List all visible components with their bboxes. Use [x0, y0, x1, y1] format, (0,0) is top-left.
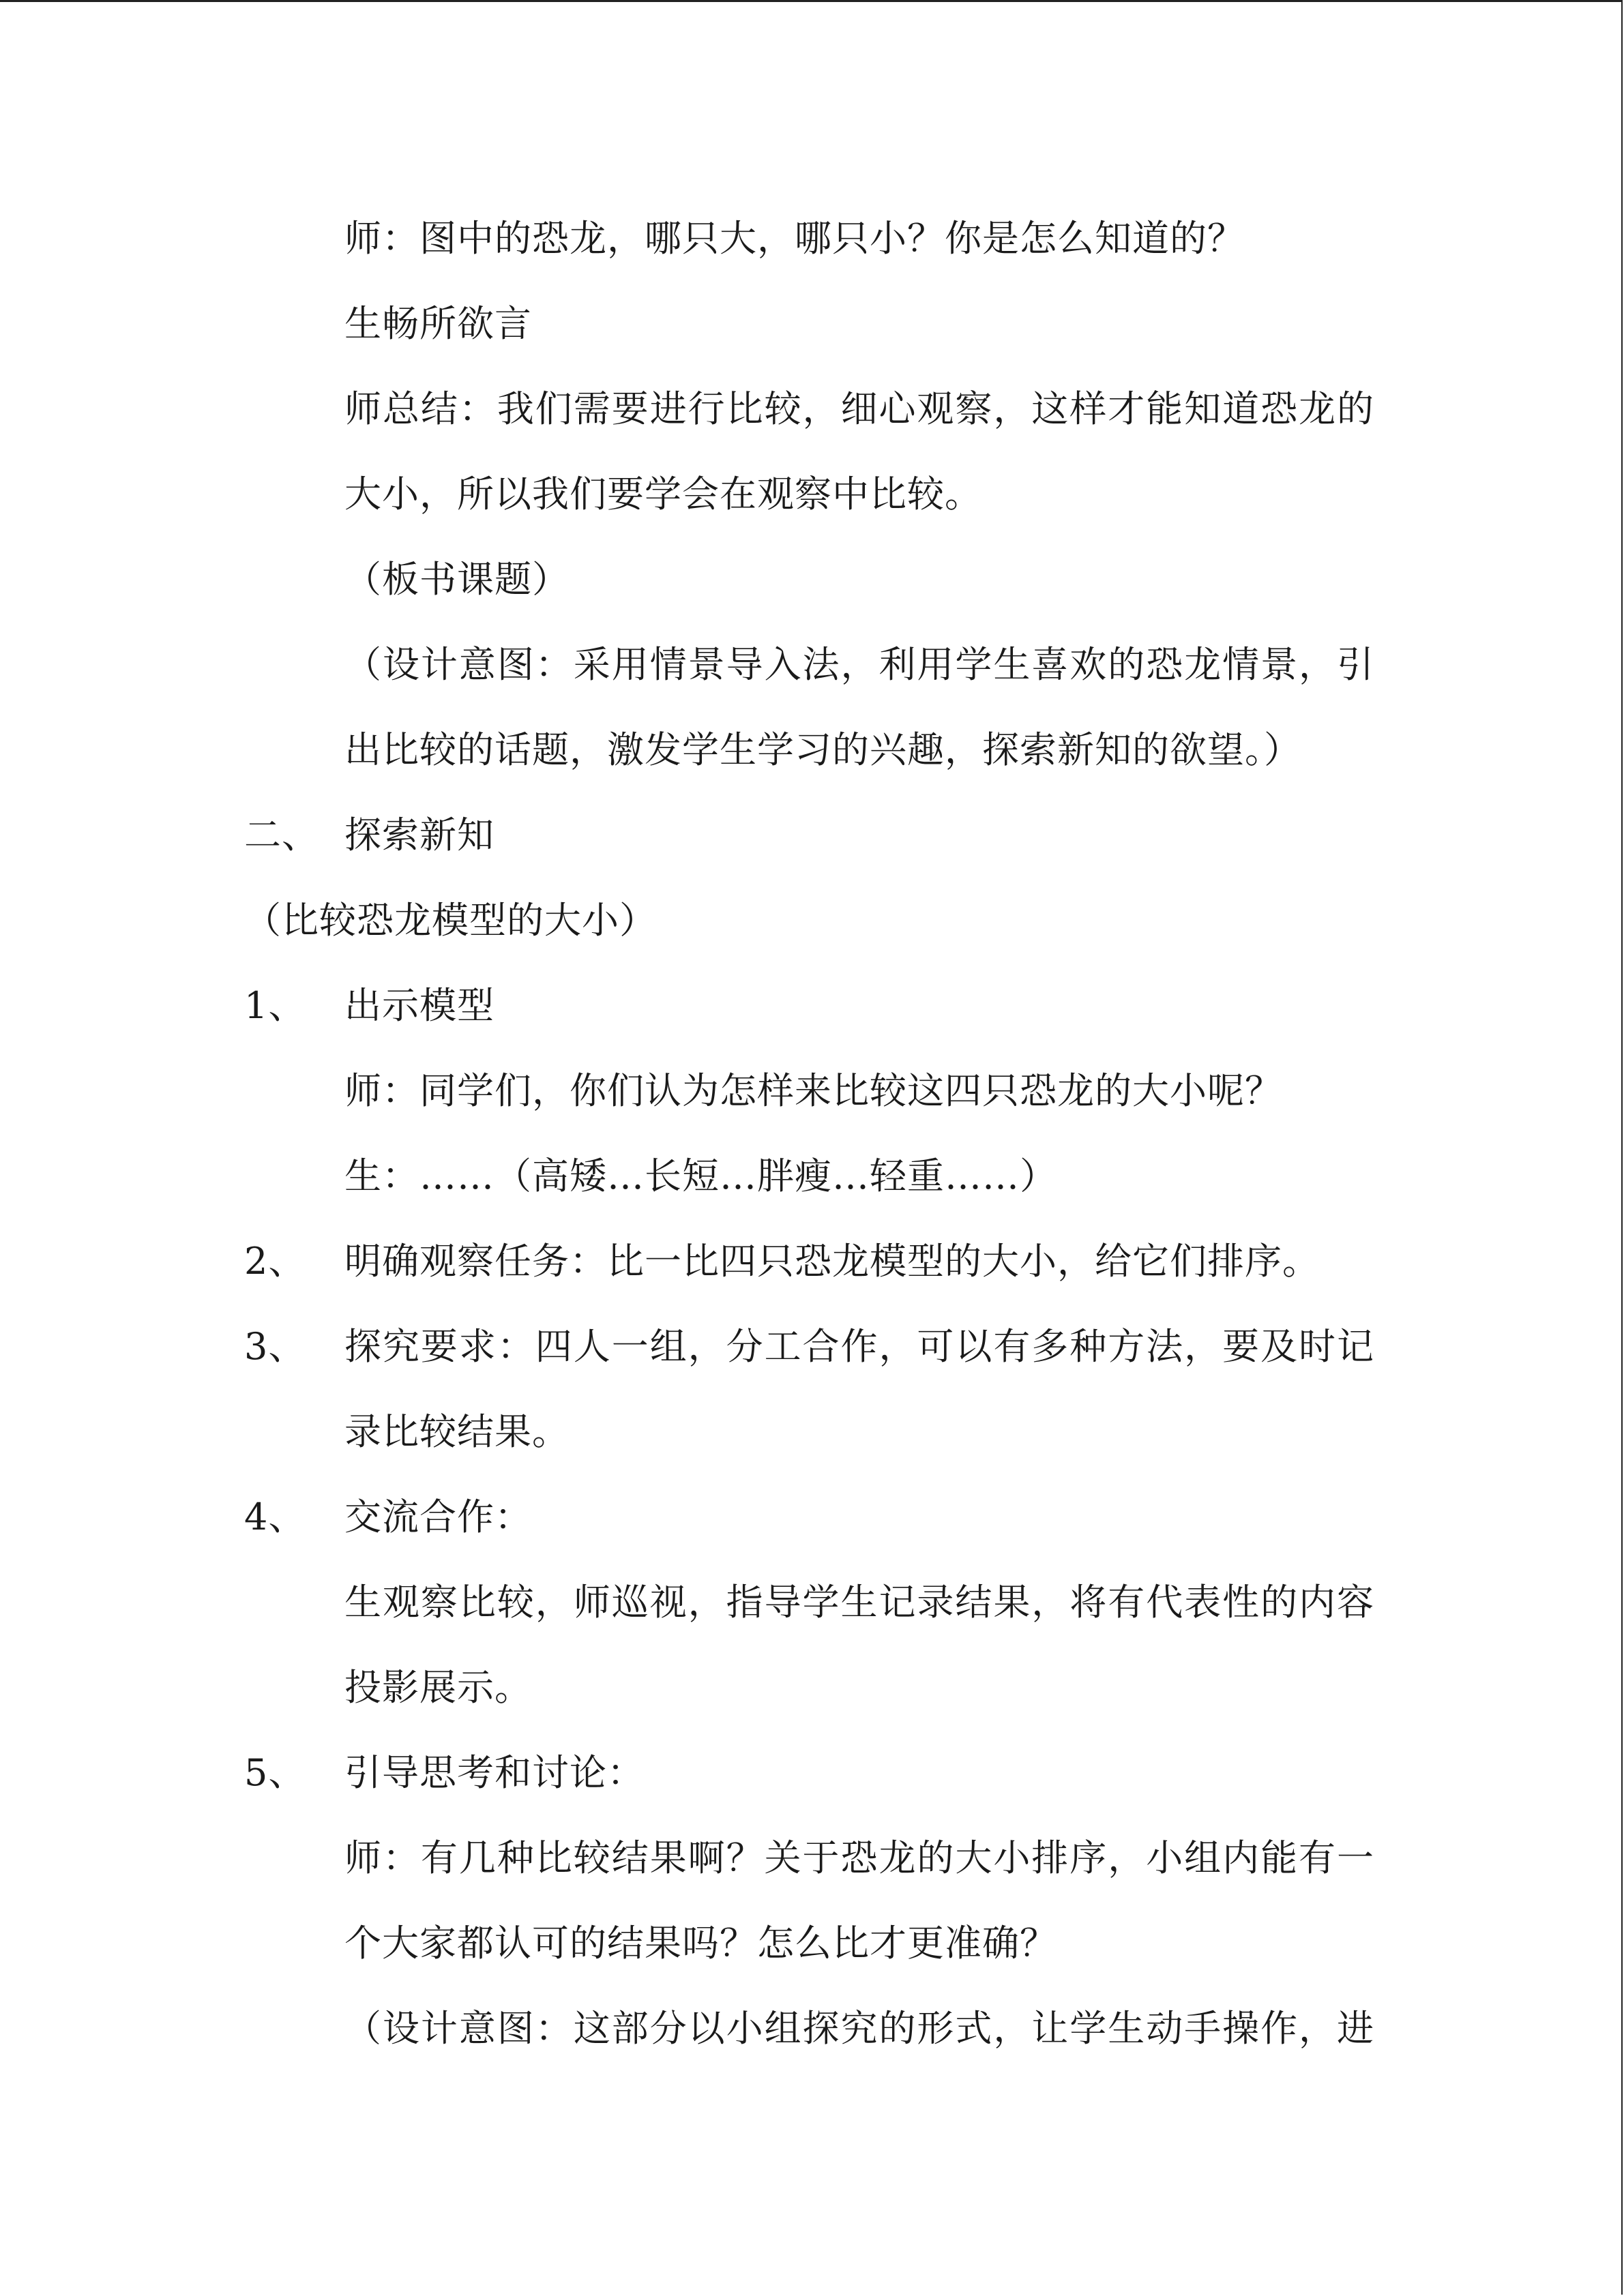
subsection-title: （比较恐龙模型的大小） [244, 899, 657, 942]
teacher-question: 师：图中的恐龙，哪只大，哪只小？你是怎么知道的？ [344, 217, 1245, 260]
design-intent-line-1: （设计意图：采用情景导入法，利用学生喜欢的恐龙情景，引 [344, 643, 1374, 686]
teacher-summary-line-2: 大小，所以我们要学会在观察中比较。 [344, 473, 982, 516]
item-1-title: 出示模型 [344, 984, 494, 1027]
item-4-title: 交流合作： [344, 1495, 532, 1538]
item-5-marker: 5、 [244, 1751, 306, 1794]
item-5-line-3: （设计意图：这部分以小组探究的形式，让学生动手操作，进 [344, 2007, 1374, 2050]
item-2-title: 明确观察任务：比一比四只恐龙模型的大小，给它们排序。 [344, 1240, 1320, 1283]
item-5-line-2: 个大家都认可的结果吗？怎么比才更准确？ [344, 1922, 1057, 1965]
item-1-student-line: 生：……（高矮…长短…胖瘦…轻重……） [344, 1154, 1057, 1197]
student-response: 生畅所欲言 [344, 302, 532, 345]
item-4-line-2: 投影展示。 [344, 1666, 532, 1709]
item-3-marker: 3、 [244, 1325, 306, 1368]
section-2-marker: 二、 [244, 814, 319, 856]
teacher-summary-line-1: 师总结：我们需要进行比较，细心观察，这样才能知道恐龙的 [344, 387, 1374, 430]
item-5-line-1: 师：有几种比较结果啊？关于恐龙的大小排序，小组内能有一 [344, 1836, 1374, 1879]
item-4-line-1: 生观察比较，师巡视，指导学生记录结果，将有代表性的内容 [344, 1581, 1374, 1624]
board-title-note: （板书课题） [344, 558, 570, 601]
item-4-marker: 4、 [244, 1495, 306, 1538]
item-3-title: 探究要求：四人一组，分工合作，可以有多种方法，要及时记 [344, 1325, 1374, 1368]
item-5-title: 引导思考和讨论： [344, 1751, 645, 1794]
section-2-title: 探索新知 [344, 814, 494, 856]
item-1-teacher-line: 师：同学们，你们认为怎样来比较这四只恐龙的大小呢？ [344, 1069, 1282, 1112]
item-1-marker: 1、 [244, 984, 306, 1027]
item-3-continuation: 录比较结果。 [344, 1410, 570, 1453]
item-2-marker: 2、 [244, 1240, 306, 1283]
design-intent-line-2: 出比较的话题，激发学生学习的兴趣，探索新知的欲望。） [344, 728, 1301, 771]
